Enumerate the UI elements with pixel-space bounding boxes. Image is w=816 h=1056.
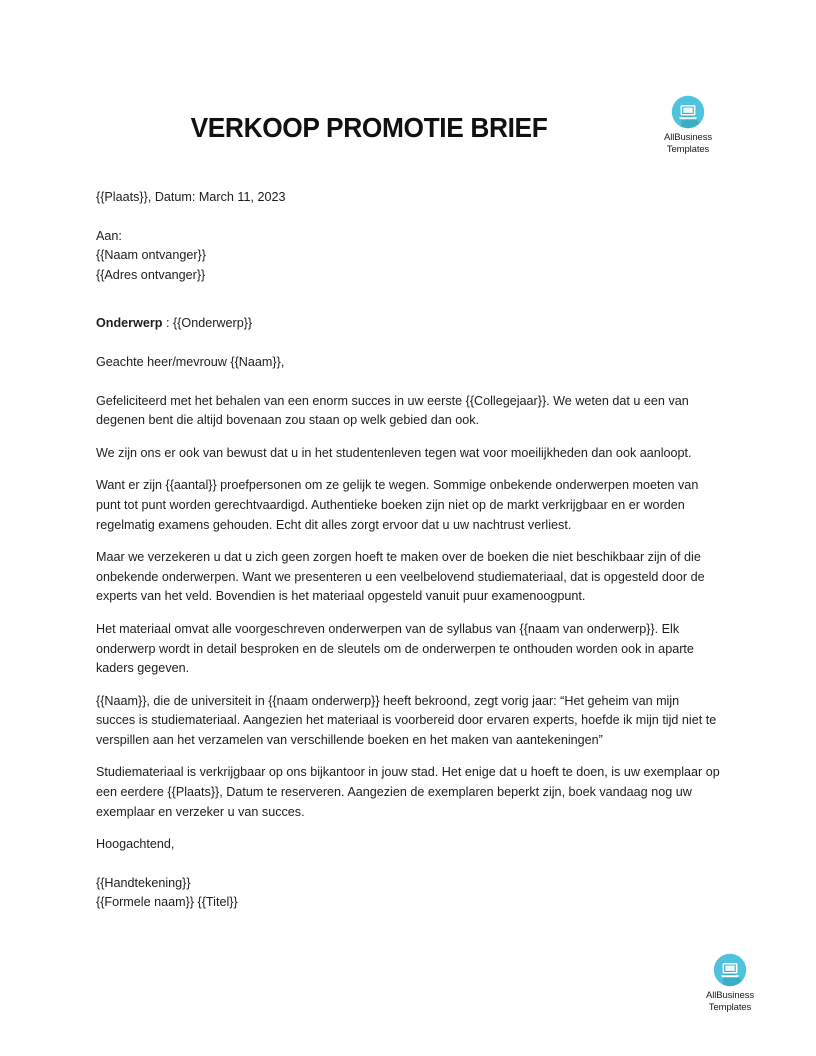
brand-name-line1: AllBusiness [663, 132, 712, 143]
brand-name [692, 990, 768, 1013]
body-paragraph-7: Studiemateriaal is verkrijgbaar op ons bijkantoor in jouw stad. Het enige dat u hoeft te doen, is uw exemplaar op een eerdere {{Plaats}}, Datum te reserveren. Aangezien de exemplaren beperkt zijn, boek vandaag nog uw exemplaar en verzeker u van succes. [96, 765, 720, 819]
signature-block [96, 874, 720, 913]
recipient-address: {{Adres ontvanger}} [96, 267, 206, 282]
letter-body [96, 188, 720, 926]
signature-name: {{Formele naam}} {{Titel}} [96, 895, 238, 910]
subject-line [96, 314, 720, 334]
body-paragraph-3: Want er zijn {{aantal}} proefpersonen om ze gelijk te wegen. Sommige onbekende onderwerpen moeten van punt tot punt worden gerechtvaardigd. Authentieke boeken zijn niet op de markt verkrijgbaar en er worden regelmatig examens gehouden. Echt dit alles zorgt ervoor dat u uw nachtrust verliest. [96, 478, 699, 532]
body-paragraph-6: {{Naam}}, die de universiteit in {{naam onderwerp}} heeft bekroond, zegt vorig jaar: “Het geheim van mijn succes is studiemateriaal. Aangezien het materiaal is voorbereid door ervaren experts, hoefde ik mijn tijd niet te verspillen aan het verzamelen van verschillende boeken en het maken van aantekeningen” [96, 693, 717, 747]
recipient-block [96, 227, 720, 286]
body-paragraph-1: Gefeliciteerd met het behalen van een enorm succes in uw eerste {{Collegejaar}}. We weten dat u een van degenen bent die altijd bovenaan zou staan op welk gebied dan ook. [96, 393, 689, 428]
body-paragraph-2: We zijn ons er ook van bewust dat u in het studentenleven tegen wat voor moeilijkheden dan ook aanloopt. [96, 445, 692, 460]
dateline: {{Plaats}}, Datum: March 11, 2023 [96, 190, 286, 204]
brand-logo-footer [692, 952, 768, 1013]
signature-placeholder: {{Handtekening}} [96, 875, 191, 890]
closing: Hoogachtend, [96, 837, 175, 852]
brand-name-line1: AllBusiness [705, 990, 754, 1001]
laptop-icon [670, 94, 706, 130]
brand-logo-header [650, 94, 726, 155]
body-paragraph-4: Maar we verzekeren u dat u zich geen zorgen hoeft te maken over de boeken die niet beschikbaar zijn of die onbekende onderwerpen. Want we presenteren u een veelbelovend studiemateriaal, dat is opgesteld door de experts van het veld. Bovendien is het materiaal opgesteld vanuit puur examenoogpunt. [96, 550, 705, 604]
brand-name-line2: Templates [708, 1001, 752, 1013]
body-paragraph-5: Het materiaal omvat alle voorgeschreven onderwerpen van de syllabus van {{naam van onderwerp}}. Elk onderwerp wordt in detail besproken en de sleutels om de onderwerpen te onthouden worden ook in aparte kaders gegeven. [96, 621, 694, 676]
subject-value: : {{Onderwerp}} [162, 316, 253, 331]
recipient-name: {{Naam ontvanger}} [96, 248, 206, 263]
laptop-icon [712, 952, 748, 988]
brand-name [650, 132, 726, 155]
subject-label: Onderwerp [96, 316, 163, 331]
salutation: Geachte heer/mevrouw {{Naam}}, [96, 354, 285, 369]
recipient-label: Aan: [96, 228, 122, 243]
brand-name-line2: Templates [666, 143, 710, 155]
spacer [96, 298, 720, 314]
page-title: VERKOOP PROMOTIE BRIEF [190, 112, 548, 143]
